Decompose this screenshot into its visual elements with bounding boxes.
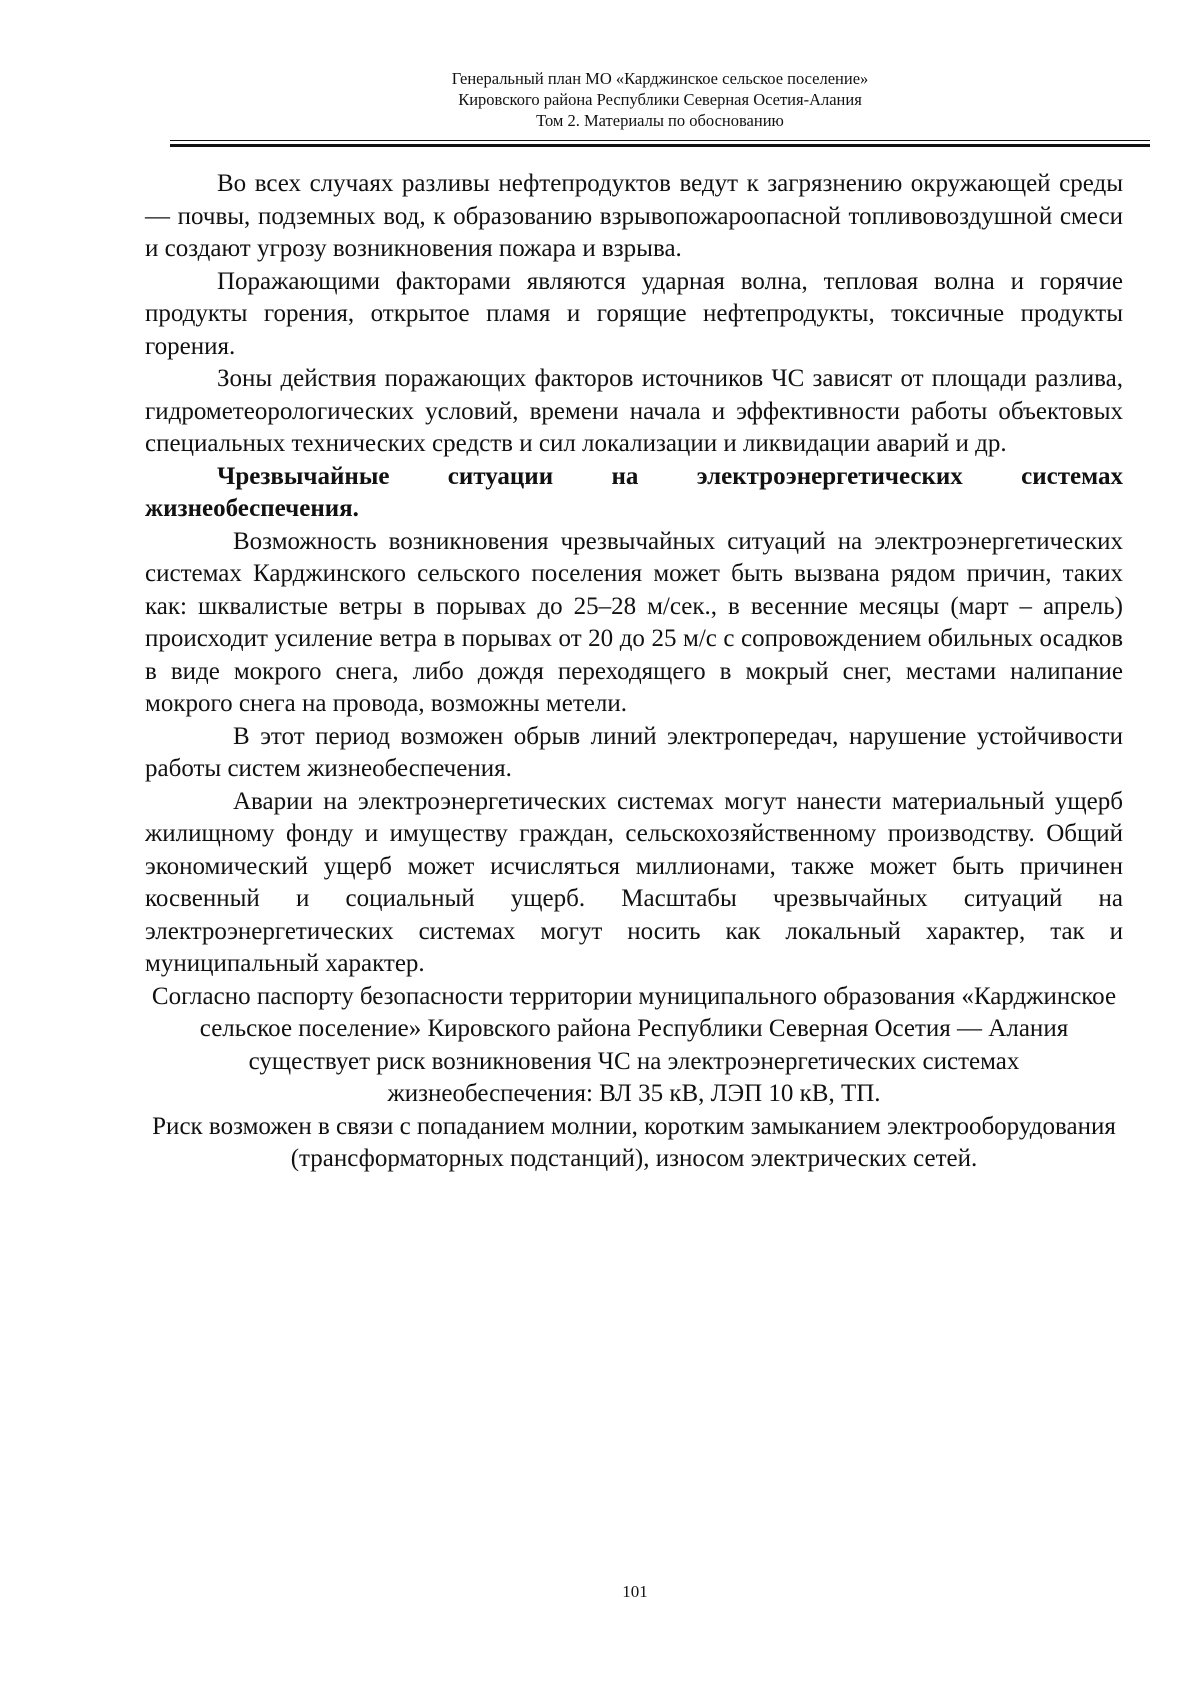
paragraph-impact-zones: Зоны действия поражающих факторов источников ЧС зависят от площади разлива, гидрометеорологических условий, времени начала и эффективности работы объектовых специальных технических средств и сил локализации и ликвидации аварий и др.: [145, 365, 1123, 457]
paragraph-power-line-break: В этот период возможен обрыв линий электропередач, нарушение устойчивости работы систем жизнеобеспечения.: [145, 722, 1123, 782]
document-header: [170, 68, 1150, 131]
paragraph-accident-damage: Аварии на электроэнергетических системах могут нанести материальный ущерб жилищному фонду и имуществу граждан, сельскохозяйственному производству. Общий экономический ущерб может исчисляться миллионами, также может быть причинен косвенный и социальный ущерб. Масштабы чрезвычайных ситуаций на электроэнергетических системах могут носить как локальный характер, так и муниципальный характер.: [145, 787, 1123, 977]
paragraph-safety-passport: Согласно паспорту безопасности территории муниципального образования «Карджинское сельское поселение» Кировского района Республики Северная Осетия — Алания существует риск возникновения ЧС на электроэнергетических системах жизнеобеспечения: ВЛ 35 кВ, ЛЭП 10 кВ, ТП.: [151, 982, 1117, 1107]
header-title-line: Генеральный план МО «Карджинское сельское поселение»: [451, 69, 869, 88]
document-body: [145, 168, 1123, 1176]
paragraph-risk-causes: Риск возможен в связи с попаданием молнии, коротким замыканием электрооборудования (трансформаторных подстанций), износом электрических сетей.: [152, 1112, 1116, 1172]
paragraph-damage-factors: Поражающими факторами являются ударная волна, тепловая волна и горячие продукты горения, открытое пламя и горящие нефтепродукты, токсичные продукты горения.: [145, 267, 1123, 360]
section-heading-power-systems: Чрезвычайные ситуации на электроэнергетических системах жизнеобеспечения.: [145, 462, 1123, 522]
header-divider: [170, 140, 1150, 147]
paragraph-emergency-causes: Возможность возникновения чрезвычайных ситуаций на электроэнергетических системах Карджинского сельского поселения может быть вызвана рядом причин, таких как: шквалистые ветры в порывах до 25–28 м/сек., в весенние месяцы (март – апрель) происходит усиление ветра в порывах от 20 до 25 м/с с сопровождением обильных осадков в виде мокрого снега, либо дождя переходящего в мокрый снег, местами налипание мокрого снега на провода, возможны метели.: [145, 527, 1123, 717]
header-volume-line: Том 2. Материалы по обоснованию: [536, 111, 784, 130]
header-region-line: Кировского района Республики Северная Осетия-Алания: [458, 90, 862, 109]
paragraph-oil-spills: Во всех случаях разливы нефтепродуктов ведут к загрязнению окружающей среды — почвы, подземных вод, к образованию взрывопожароопасной топливовоздушной смеси и создают угрозу возникновения пожара и взрыва.: [145, 170, 1123, 262]
page-number: 101: [622, 1582, 648, 1601]
